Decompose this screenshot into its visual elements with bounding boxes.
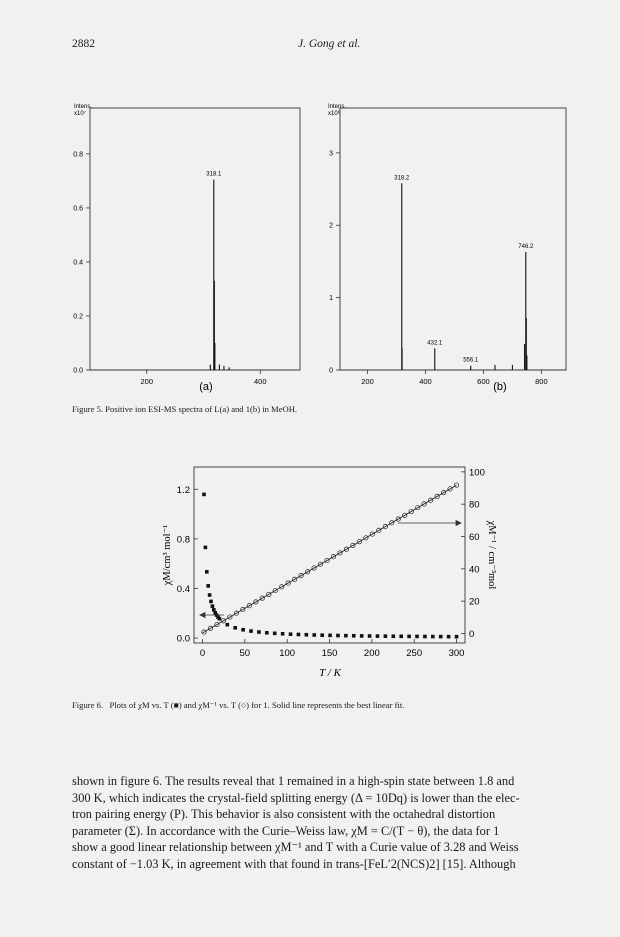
figure6-chi-point: [407, 635, 411, 639]
figure5-caption: Figure 5. Positive ion ESI-MS spectra of L(a) and 1(b) in MeOH.: [72, 404, 298, 414]
body-line: shown in figure 6. The results reveal that 1 remained in a high-spin state between 1.8 and: [72, 774, 515, 788]
figure6-chi-point: [399, 635, 403, 639]
panel-b-xtick-label: 800: [535, 377, 548, 386]
figure6-chi-point: [281, 632, 285, 636]
panel-b-ytick-label: 2: [329, 222, 333, 230]
figure6-chart: [152, 462, 497, 692]
panel-b-ytick-label: 3: [329, 150, 333, 158]
figure6-chi-point: [352, 634, 356, 638]
figure6-chi-point: [273, 632, 277, 636]
body-line: 300 K, which indicates the crystal-field splitting energy (Δ = 10Dq) is lower than the elec-: [72, 790, 520, 805]
figure6-chi-point: [312, 633, 316, 637]
figure6-chi-point: [257, 630, 261, 634]
figure6-chi-point: [447, 635, 451, 639]
figure6-fit-line: [202, 485, 456, 633]
figure6-chi-point: [265, 631, 269, 635]
panel-b-ylabel-scale: x10⁶: [328, 111, 341, 117]
figure6-ytick-right-label: 40: [469, 564, 480, 576]
figure6-ytick-right-label: 100: [469, 467, 485, 479]
body-paragraph: [72, 773, 552, 873]
body-line: constant of −1.03 K, in agreement with that found in trans-[FeL′2(NCS)2] [15]. Although: [72, 856, 516, 871]
panel-b-peak-label: 556.1: [463, 357, 479, 364]
figure6-chi-point: [226, 623, 230, 627]
panel-b-ytick-label: 1: [329, 295, 333, 303]
panel-b-peak-label: 318.2: [394, 175, 410, 182]
panel-b-ylabel: Intens.: [328, 104, 347, 110]
figure6-chi-point: [320, 633, 324, 637]
panel-b-peak-label: 746.2: [518, 244, 534, 251]
figure6-chi-point: [211, 604, 215, 608]
body-line: parameter (Σ). In accordance with the Curie–Weiss law, χM = C/(T − θ), the data for 1: [72, 823, 500, 838]
figure6-chi-point: [455, 635, 459, 639]
figure6-caption-label: Figure 6.: [72, 700, 104, 710]
panel-b-ytick-label: 0: [329, 367, 333, 375]
figure6-ytick-left-label: 0.0: [176, 633, 190, 645]
figure6-xtick-label: 50: [239, 648, 251, 659]
figure6-chi-point: [336, 634, 340, 638]
figure6-xlabel: T / K: [319, 667, 341, 679]
panel-b-peak-label: 432.1: [427, 340, 443, 347]
panel-b-xtick-label: 200: [361, 377, 374, 386]
figure6-chi-point: [376, 634, 380, 638]
figure6-arrows: [200, 521, 461, 618]
panel-a-ytick-label: 0.8: [73, 151, 83, 159]
figure6-chi-inverse-point: [454, 483, 458, 487]
figure6-chi-point: [289, 632, 293, 636]
figure6-chi-point: [204, 546, 208, 550]
panel-a-ytick-label: 0.0: [73, 367, 83, 375]
page-number: 2882: [72, 38, 95, 50]
body-line: show a good linear relationship between χM⁻¹ and T with a Curie value of 3.28 and Weiss: [72, 840, 519, 855]
figure6-xtick-label: 200: [363, 648, 380, 659]
figure6-ytick-left-label: 0.4: [176, 583, 190, 595]
panel-a-xtick-label: 400: [254, 377, 267, 386]
figure6-chi-point: [431, 635, 435, 639]
figure6-chi-point: [205, 570, 209, 574]
figure6-frame: [194, 467, 465, 643]
figure6-caption-text: Plots of χM vs. T (■) and χM⁻¹ vs. T (○) for 1. Solid line represents the best linear fit.: [109, 700, 405, 710]
running-title: J. Gong et al.: [298, 38, 361, 50]
figure6-xtick-label: 100: [279, 648, 296, 659]
figure6-ylabel-left: χM/cm³ mol⁻¹: [162, 524, 173, 586]
panel-a-ylabel: Intens.: [74, 104, 93, 110]
figure6-caption: [72, 700, 404, 711]
figure6-chi-point: [360, 634, 364, 638]
figure5-panel-a: [72, 98, 304, 396]
figure6-chi-point: [297, 633, 301, 637]
figure6-chi-point: [368, 634, 372, 638]
figure6-ytick-right-label: 80: [469, 499, 480, 511]
figure6-xtick-label: 250: [406, 648, 423, 659]
figure6-chi-point: [415, 635, 419, 639]
figure6-chi-point: [423, 635, 427, 639]
figure6-chi-point: [391, 634, 395, 638]
figure6-chi-point: [439, 635, 443, 639]
figure6-chi-point: [249, 629, 253, 633]
panel-a-ytick-label: 0.6: [73, 205, 83, 213]
figure6-chi-point: [305, 633, 309, 637]
panel-a-peak-label: 318.1: [206, 171, 222, 178]
figure6-ytick-right-label: 20: [469, 596, 480, 608]
figure6-xtick-label: 0: [199, 648, 206, 659]
panel-b-xtick-label: 600: [477, 377, 490, 386]
panel-a-ylabel-scale: x10⁷: [74, 111, 86, 117]
figure6-ytick-left-label: 1.2: [176, 484, 190, 496]
figure6-chi-point: [328, 634, 332, 638]
figure6-xtick-label: 300: [448, 648, 465, 659]
figure6-ytick-right-label: 0: [469, 628, 475, 640]
panel-a-label: (a): [199, 381, 213, 393]
figure6-chi-point: [344, 634, 348, 638]
panel-b-label: (b): [493, 381, 507, 393]
figure6-chi-point: [208, 593, 212, 597]
figure6-ylabel-right: χM⁻¹ / cm⁻³mol: [486, 520, 497, 590]
figure6-chi-point: [209, 600, 213, 604]
figure6-chi-point: [233, 626, 237, 630]
panel-a-xtick-label: 200: [140, 377, 154, 386]
figure5-panel-b: [326, 98, 572, 396]
panel-a-ytick-label: 0.4: [73, 259, 83, 267]
figure6-ytick-left-label: 0.8: [176, 534, 190, 546]
body-line: tron pairing energy (P). This behavior is also consistent with the octahedral distortion: [72, 807, 496, 822]
figure6-chi-point: [384, 634, 388, 638]
figure6-chi-point: [241, 628, 245, 632]
figure6-chi-point: [202, 493, 206, 497]
panel-a-frame: [90, 108, 300, 370]
panel-a-ytick-label: 0.2: [73, 313, 83, 321]
figure6-chi-point: [218, 617, 222, 621]
figure6-xtick-label: 150: [321, 648, 338, 659]
panel-b-frame: [340, 108, 566, 370]
figure6-chi-point: [206, 584, 210, 588]
panel-b-xtick-label: 400: [419, 377, 432, 386]
figure6-ytick-right-label: 60: [469, 531, 480, 543]
